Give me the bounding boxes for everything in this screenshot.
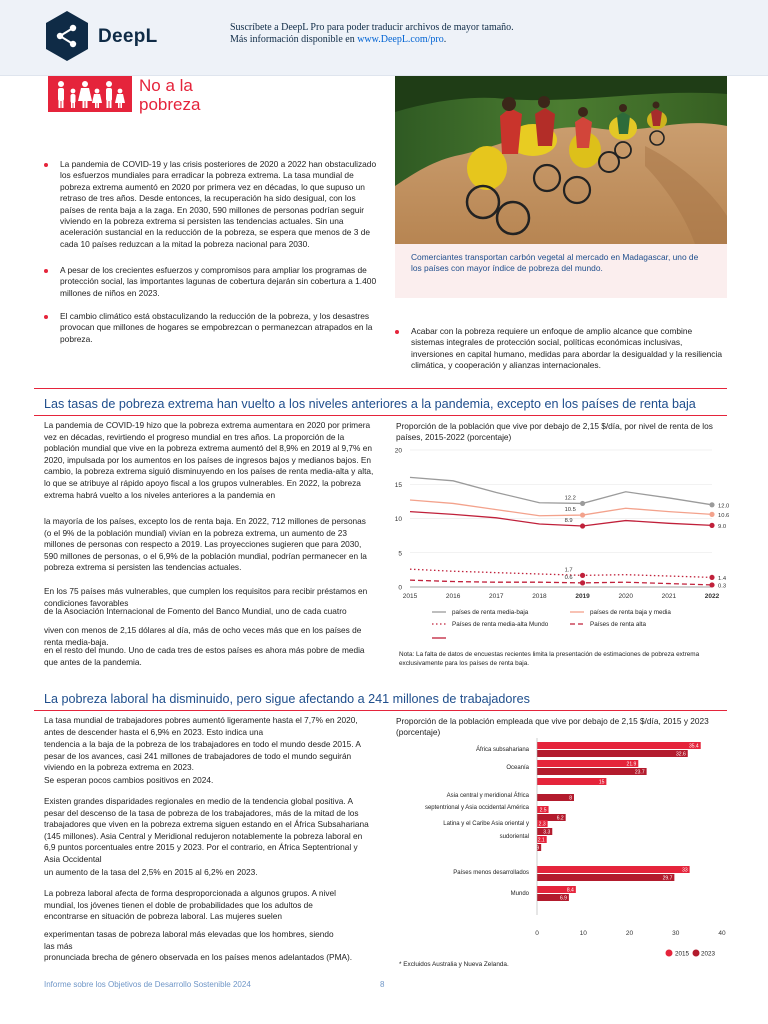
line-chart-note: Nota: La falta de datos de encuestas recientes limita la presentación de estimaciones de pobreza extrema exclusivamente para los países de renta baja. bbox=[399, 651, 700, 667]
y-tick-20: 20 bbox=[394, 447, 402, 455]
section-2-paragraph-3c: pronunciada brecha de género observada en los países menos adelantados (PMA). bbox=[44, 952, 353, 962]
bar-2015-7 bbox=[537, 866, 690, 873]
series-1-point-2022 bbox=[709, 512, 714, 517]
bar-x-tick-10: 10 bbox=[579, 930, 587, 937]
deepl-pro-link[interactable]: www.DeepL.com/pro bbox=[357, 34, 444, 45]
section-2-underline bbox=[34, 710, 727, 711]
line-chart bbox=[380, 442, 730, 647]
x-tick-2020: 2020 bbox=[618, 593, 633, 600]
bar-2015-value-4: 2.5 bbox=[539, 807, 547, 814]
family-icon bbox=[54, 79, 126, 109]
section-2-paragraph-2b: un aumento de la tasa del 2,5% en 2015 al 6,2% en 2023. bbox=[44, 867, 258, 877]
series-2-point-2022 bbox=[709, 523, 714, 528]
series-line-3 bbox=[410, 569, 712, 577]
bar-2015-value-0: 35.4 bbox=[688, 743, 699, 750]
banner-line-2-suffix: . bbox=[443, 34, 447, 45]
bar-2015-value-7: 33 bbox=[682, 867, 688, 874]
bar-chart-title: Proporción de la población empleada que vive por debajo de 2,15 $/día, 2015 y 2023 (porcentaje) bbox=[396, 716, 709, 737]
bar-category-label-6: sudoriental bbox=[499, 834, 529, 840]
x-tick-2018: 2018 bbox=[532, 593, 547, 600]
legend-label-upper-medium-world: Países de renta media-alta Mundo bbox=[452, 621, 549, 628]
footer-report-title: Informe sobre los Objetivos de Desarrollo Sostenible 2024 bbox=[44, 980, 251, 989]
goal-title-line-2: pobreza bbox=[139, 95, 201, 114]
x-tick-2016: 2016 bbox=[445, 593, 461, 600]
series-0-label-2022: 12.0 bbox=[718, 503, 730, 510]
bullet-4: Acabar con la pobreza requiere un enfoque de amplio alcance que combine sistemas integrales de protección social, políticas económicas inclusivas, inversiones en capital humano, medidas para abordar la desigualdad y la resiliencia climática, y cooperación y alianzas internacionales. bbox=[411, 326, 727, 372]
legend-label-2015: 2015 bbox=[675, 950, 690, 958]
section-1-underline bbox=[34, 415, 727, 416]
x-tick-2015: 2015 bbox=[402, 593, 418, 600]
section-1-paragraph-2c: viven con menos de 2,15 dólares al día, más de ocho veces más que en los países de renta media-baja. bbox=[44, 625, 362, 647]
series-1-point-2019 bbox=[580, 512, 585, 517]
series-1-label-2022: 10.6 bbox=[718, 512, 730, 519]
series-3-point-2019 bbox=[580, 573, 585, 578]
bar-2023-7 bbox=[537, 874, 674, 881]
footer-page-number: 8 bbox=[380, 980, 385, 989]
legend-dot-2015 bbox=[666, 950, 673, 957]
series-line-4 bbox=[410, 580, 712, 585]
banner-line-1: Suscríbete a DeepL Pro para poder traducir archivos de mayor tamaño. bbox=[230, 22, 514, 33]
legend-label-2023: 2023 bbox=[701, 950, 716, 958]
x-tick-2021: 2021 bbox=[661, 593, 677, 600]
x-tick-2022: 2022 bbox=[704, 593, 720, 600]
bullet-1: La pandemia de COVID-19 y las crisis posteriores de 2020 a 2022 han obstaculizado los esfuerzos mundiales para erradicar la pobreza extrema. La tasa mundial de pobreza extrema aumentó en 2020 por primera vez en décadas, lo que supuso un retraso de tres años. Desde entonces, la recuperación ha sido desigual, con los países de renta baja a la zaga. En 2030, 590 millones de personas podrían seguir viviendo en la pobreza extrema si persisten las tendencias actuales. Sin una aceleración sustancial en la reducción de la pobreza, se espera que menos de 3 de cada 10 países reduzcan a la mitad la pobreza nacional para 2030. bbox=[60, 159, 382, 250]
bar-x-tick-20: 20 bbox=[625, 930, 634, 937]
line-chart-title: Proporción de la población que vive por debajo de 2,15 $/día, por nivel de renta de los países, 2015-2022 (porcentaje) bbox=[396, 421, 713, 442]
series-line-1 bbox=[410, 500, 712, 516]
bar-2015-value-1: 21.9 bbox=[626, 761, 637, 768]
bar-2023-value-1: 23.7 bbox=[634, 769, 645, 776]
series-1-label-2019: 10.5 bbox=[564, 507, 576, 514]
bar-category-label-0: África subsahariana bbox=[475, 747, 529, 753]
bar-x-tick-30: 30 bbox=[672, 930, 680, 937]
section-2-paragraph-1: La tasa mundial de trabajadores pobres aumentó ligeramente hasta el 7,7% en 2020, antes de descender hasta el 6,9% en 2023. Esto indica una bbox=[44, 715, 358, 737]
bar-2023-value-8: 6.9 bbox=[559, 895, 567, 902]
banner-line-2 bbox=[230, 34, 514, 46]
series-4-point-2022 bbox=[709, 582, 714, 587]
bar-category-label-4: septentrional y Asia occidental América bbox=[424, 805, 529, 811]
section-2-paragraph-3b: experimentan tasas de pobreza laboral más elevadas que los hombres, siendo las más bbox=[44, 929, 334, 951]
section-1-paragraph-2d: en el resto del mundo. Uno de cada tres de estos países es ahora más pobre de media que antes de la pandemia. bbox=[44, 645, 365, 667]
section-1-paragraph-1b: la mayoría de los países, excepto los de renta baja. En 2022, 712 millones de personas (o el 9% de la población mundial) vivían en la pobreza extrema, un aumento de 23 millones de personas con respecto a 2019. Las proyecciones sugieren que para 2030, 590 millones de personas, o el 6,9% de la población mundial, podrían permanecer en la pobreza extrema si persisten las tendencias actuales. bbox=[44, 516, 367, 573]
bar-x-tick-0: 0 bbox=[535, 930, 539, 937]
series-4-label-2022: 0.3 bbox=[718, 583, 727, 590]
section-1-paragraph-1: La pandemia de COVID-19 hizo que la pobreza extrema aumentara en 2020 por primera vez en décadas, revirtiendo el progreso mundial en tres años. La proporción de la población mundial que vive en la pobreza extrema aumentó del 8,9% en 2019 al 9,7% en 2020, impulsada por los aumentos en los países de ingresos bajos y medianos bajos. En cambio, la pobreza extrema siguió disminuyendo en los países de renta media-alta y alta, lo que se atribuye al rápido apoyo fiscal a los grupos vulnerables. En 2022, la pobreza extrema habrá vuelto a los niveles anteriores a la pandemia en bbox=[44, 420, 374, 500]
bar-2023-value-0: 32.6 bbox=[676, 751, 686, 758]
legend-label-medium-low: países de renta media-baja bbox=[452, 609, 529, 616]
bar-2023-value-6: 0.9 bbox=[532, 845, 540, 852]
series-3-label-2019: 1.7 bbox=[564, 567, 573, 574]
deepl-logo-text: DeepL bbox=[98, 26, 158, 47]
y-tick-15: 15 bbox=[394, 481, 402, 489]
section-2-paragraph-3: La pobreza laboral afecta de forma desproporcionada a algunos grupos. A nivel mundial, los jóvenes tienen el doble de probabilidades que los adultos de encontrarse en situación de pobreza laboral. Las mujeres suelen bbox=[44, 888, 336, 922]
bar-2015-value-6: 2.1 bbox=[537, 837, 545, 844]
bar-2023-0 bbox=[537, 750, 688, 757]
x-tick-2019: 2019 bbox=[575, 593, 590, 600]
x-tick-2017: 2017 bbox=[489, 593, 504, 600]
bar-2023-value-3: 8 bbox=[569, 795, 572, 802]
bar-2015-value-2: 15 bbox=[598, 779, 605, 786]
deepl-banner bbox=[0, 0, 768, 76]
legend-label-high: Países de renta alta bbox=[590, 621, 647, 628]
bar-2015-value-5: 2.3 bbox=[538, 821, 546, 828]
bar-2023-1 bbox=[537, 768, 647, 775]
y-tick-0: 0 bbox=[398, 584, 402, 592]
section-1-rule bbox=[34, 388, 727, 389]
series-2-label-2019: 8.9 bbox=[564, 518, 573, 525]
section-2-paragraph-1b: tendencia a la baja de la pobreza de los trabajadores en todo el mundo desde 2015. A pesar de los avances, casi 241 millones de trabajadores de todo el mundo seguirán viviendo en la pobreza extrema en 2023. bbox=[44, 739, 361, 773]
y-tick-5: 5 bbox=[398, 550, 402, 558]
series-3-point-2022 bbox=[709, 575, 714, 580]
section-1-paragraph-2b: de la Asociación Internacional de Fomento del Banco Mundial, uno de cada cuatro bbox=[44, 606, 347, 616]
series-4-point-2019 bbox=[580, 580, 585, 585]
bar-category-label-8: Mundo bbox=[510, 891, 529, 897]
photo-caption: Comerciantes transportan carbón vegetal al mercado en Madagascar, uno de los países con mayor índice de pobreza del mundo. bbox=[395, 244, 727, 298]
legend-dot-2023 bbox=[693, 950, 700, 957]
bar-category-label-3: Asia central y meridional África bbox=[446, 793, 529, 799]
bar-x-tick-40: 40 bbox=[718, 930, 726, 937]
bar-2015-value-8: 8.4 bbox=[566, 887, 574, 894]
bar-2015-2 bbox=[537, 778, 606, 785]
bar-chart bbox=[396, 738, 736, 963]
bar-2023-value-4: 6.2 bbox=[556, 815, 564, 822]
legend-label-low-medium: países de renta baja y media bbox=[590, 609, 671, 616]
series-0-point-2019 bbox=[580, 501, 585, 506]
goal-title-line-1: No a la bbox=[139, 76, 193, 95]
sdg-goal-icon bbox=[48, 76, 132, 112]
bullet-2: A pesar de los crecientes esfuerzos y compromisos para ampliar los programas de protección social, las importantes lagunas de cobertura dejarán sin cobertura a 1.400 millones de niños en 2023. bbox=[60, 265, 382, 299]
bar-category-label-7: Países menos desarrollados bbox=[453, 870, 529, 876]
bar-category-label-1: Oceanía bbox=[506, 765, 529, 771]
series-2-label-2022: 9.0 bbox=[718, 523, 727, 530]
goal-title bbox=[139, 76, 200, 114]
section-2-heading: La pobreza laboral ha disminuido, pero sigue afectando a 241 millones de trabajadores bbox=[44, 692, 530, 706]
banner-message bbox=[230, 22, 514, 46]
bar-2015-1 bbox=[537, 760, 638, 767]
section-2-paragraph-2: Existen grandes disparidades regionales en medio de la tendencia global positiva. A pesar del descenso de la tasa de pobreza de los trabajadores, más de la mitad de los trabajadores que viven en la pobreza extrema siguen estando en el África Subsahariana (145 millones). Asia Central y Meridional redujeron notablemente la pobreza laboral en 6,9 puntos porcentuales entre 2015 y 2023. Por el contrario, en África Septentrional y Asia Occidental bbox=[44, 796, 369, 864]
series-line-2 bbox=[410, 512, 712, 526]
series-2-point-2019 bbox=[580, 523, 585, 528]
series-0-label-2019: 12.2 bbox=[564, 495, 576, 502]
deepl-logo-icon bbox=[44, 10, 90, 62]
series-4-label-2019: 0.6 bbox=[564, 574, 573, 581]
bar-2023-value-5: 3.3 bbox=[543, 829, 551, 836]
section-1-paragraph-2: En los 75 países más vulnerables, que cumplen los requisitos para recibir préstamos en condiciones favorables bbox=[44, 586, 368, 608]
bar-2015-0 bbox=[537, 742, 701, 749]
bar-category-label-5: Latina y el Caribe Asia oriental y bbox=[443, 821, 529, 827]
y-tick-10: 10 bbox=[394, 516, 402, 523]
series-3-label-2022: 1.4 bbox=[718, 575, 727, 582]
banner-line-2-prefix: Más información disponible en bbox=[230, 34, 358, 45]
section-2-paragraph-1c: Se esperan pocos cambios positivos en 2024. bbox=[44, 775, 214, 785]
bar-2023-value-7: 29.7 bbox=[662, 875, 673, 882]
section-1-heading: Las tasas de pobreza extrema han vuelto a los niveles anteriores a la pandemia, excepto en los países de renta baja bbox=[44, 397, 696, 411]
bullet-3: El cambio climático está obstaculizando la reducción de la pobreza, y los desastres provocan que millones de hogares se empobrezcan o permanezcan atrapados en la pobreza. bbox=[60, 311, 382, 345]
photo-madagascar-cyclists bbox=[395, 76, 727, 244]
bar-chart-footnote: * Excluidos Australia y Nueva Zelanda. bbox=[399, 961, 509, 968]
series-line-0 bbox=[410, 477, 712, 504]
series-0-point-2022 bbox=[709, 502, 714, 507]
